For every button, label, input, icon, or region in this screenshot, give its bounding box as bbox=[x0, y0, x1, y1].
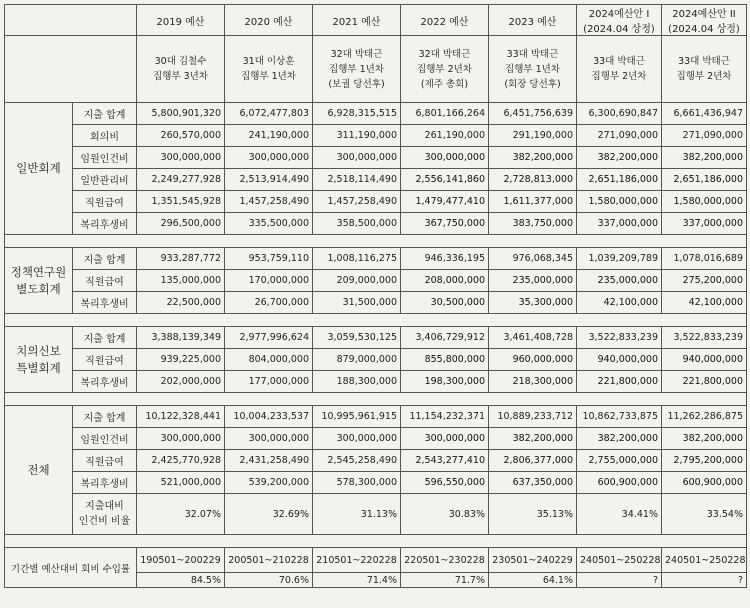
period-cell: 240501~250228 bbox=[662, 548, 747, 573]
value-cell: 10,122,328,441 bbox=[137, 406, 225, 428]
row-label: 복리후생비 bbox=[73, 371, 137, 393]
period-row bbox=[5, 548, 747, 573]
section-label: 치의신보 특별회계 bbox=[5, 327, 73, 393]
value-cell: 382,200,000 bbox=[662, 147, 747, 169]
spacer-cell bbox=[5, 535, 747, 548]
value-cell: 6,072,477,803 bbox=[225, 103, 313, 125]
value-cell: 382,200,000 bbox=[489, 428, 577, 450]
ratio-cell: 34.41% bbox=[577, 494, 662, 535]
spacer-cell bbox=[5, 314, 747, 327]
row-label: 복리후생비 bbox=[73, 292, 137, 314]
value-cell: 3,388,139,349 bbox=[137, 327, 225, 349]
row-label: 복리후생비 bbox=[73, 472, 137, 494]
value-cell: 30,500,000 bbox=[401, 292, 489, 314]
row-label: 일반관리비 bbox=[73, 169, 137, 191]
ratio-row bbox=[5, 494, 747, 535]
table-row bbox=[5, 450, 747, 472]
year-header: 2022 예산 bbox=[401, 5, 489, 36]
value-cell: 578,300,000 bbox=[313, 472, 401, 494]
table-row bbox=[5, 169, 747, 191]
table-row bbox=[5, 147, 747, 169]
value-cell: 10,004,233,537 bbox=[225, 406, 313, 428]
row-label: 직원급여 bbox=[73, 450, 137, 472]
term-header: 33대 박태근 집행부 2년차 bbox=[662, 36, 747, 103]
value-cell: 135,000,000 bbox=[137, 270, 225, 292]
value-cell: 3,461,408,728 bbox=[489, 327, 577, 349]
corner-cell bbox=[5, 36, 137, 103]
spacer-cell bbox=[5, 393, 747, 406]
rate-cell: 71.4% bbox=[313, 573, 401, 588]
year-header: 2024예산안 II (2024.04 상정) bbox=[662, 5, 747, 36]
row-label: 지출 합계 bbox=[73, 248, 137, 270]
value-cell: 804,000,000 bbox=[225, 349, 313, 371]
value-cell: 241,190,000 bbox=[225, 125, 313, 147]
value-cell: 2,513,914,490 bbox=[225, 169, 313, 191]
value-cell: 383,750,000 bbox=[489, 213, 577, 235]
year-header: 2024예산안 I (2024.04 상정) bbox=[577, 5, 662, 36]
rate-cell: 70.6% bbox=[225, 573, 313, 588]
table-row bbox=[5, 125, 747, 147]
period-cell: 210501~220228 bbox=[313, 548, 401, 573]
term-header: 30대 김철수 집행부 3년차 bbox=[137, 36, 225, 103]
section-spacer bbox=[5, 393, 747, 406]
value-cell: 202,000,000 bbox=[137, 371, 225, 393]
ratio-cell: 35.13% bbox=[489, 494, 577, 535]
row-label: 지출 합계 bbox=[73, 406, 137, 428]
row-label: 복리후생비 bbox=[73, 213, 137, 235]
term-header: 31대 이상훈 집행부 1년차 bbox=[225, 36, 313, 103]
ratio-cell: 30.83% bbox=[401, 494, 489, 535]
row-label: 직원급여 bbox=[73, 270, 137, 292]
row-label: 지출대비 인건비 비율 bbox=[73, 494, 137, 535]
value-cell: 1,008,116,275 bbox=[313, 248, 401, 270]
table-row bbox=[5, 428, 747, 450]
term-header: 33대 박태근 집행부 1년차 (회장 당선후) bbox=[489, 36, 577, 103]
value-cell: 6,451,756,639 bbox=[489, 103, 577, 125]
value-cell: 198,300,000 bbox=[401, 371, 489, 393]
table-row bbox=[5, 103, 747, 125]
value-cell: 1,580,000,000 bbox=[577, 191, 662, 213]
table-row bbox=[5, 472, 747, 494]
value-cell: 382,200,000 bbox=[577, 428, 662, 450]
row-label: 회의비 bbox=[73, 125, 137, 147]
year-header: 2023 예산 bbox=[489, 5, 577, 36]
value-cell: 637,350,000 bbox=[489, 472, 577, 494]
value-cell: 2,545,258,490 bbox=[313, 450, 401, 472]
value-cell: 382,200,000 bbox=[489, 147, 577, 169]
rate-cell: 64.1% bbox=[489, 573, 577, 588]
term-header-row bbox=[5, 36, 747, 103]
year-header-row bbox=[5, 5, 747, 36]
value-cell: 1,078,016,689 bbox=[662, 248, 747, 270]
rate-cell: 71.7% bbox=[401, 573, 489, 588]
period-cell: 220501~230228 bbox=[401, 548, 489, 573]
value-cell: 382,200,000 bbox=[577, 147, 662, 169]
value-cell: 271,090,000 bbox=[577, 125, 662, 147]
value-cell: 2,249,277,928 bbox=[137, 169, 225, 191]
ratio-cell: 32.69% bbox=[225, 494, 313, 535]
value-cell: 1,457,258,490 bbox=[225, 191, 313, 213]
value-cell: 10,862,733,875 bbox=[577, 406, 662, 428]
value-cell: 235,000,000 bbox=[577, 270, 662, 292]
value-cell: 3,522,833,239 bbox=[662, 327, 747, 349]
table-row bbox=[5, 371, 747, 393]
value-cell: 2,543,277,410 bbox=[401, 450, 489, 472]
row-label: 지출 합계 bbox=[73, 103, 137, 125]
row-label: 직원급여 bbox=[73, 349, 137, 371]
period-cell: 190501~200229 bbox=[137, 548, 225, 573]
value-cell: 218,300,000 bbox=[489, 371, 577, 393]
value-cell: 275,200,000 bbox=[662, 270, 747, 292]
value-cell: 521,000,000 bbox=[137, 472, 225, 494]
value-cell: 2,425,770,928 bbox=[137, 450, 225, 472]
term-header: 32대 박태근 집행부 1년차 (보궐 당선후) bbox=[313, 36, 401, 103]
value-cell: 976,068,345 bbox=[489, 248, 577, 270]
value-cell: 6,300,690,847 bbox=[577, 103, 662, 125]
corner-cell bbox=[5, 5, 137, 36]
value-cell: 221,800,000 bbox=[577, 371, 662, 393]
value-cell: 940,000,000 bbox=[577, 349, 662, 371]
value-cell: 879,000,000 bbox=[313, 349, 401, 371]
value-cell: 1,611,377,000 bbox=[489, 191, 577, 213]
value-cell: 2,518,114,490 bbox=[313, 169, 401, 191]
table-row bbox=[5, 292, 747, 314]
value-cell: 2,651,186,000 bbox=[662, 169, 747, 191]
value-cell: 1,351,545,928 bbox=[137, 191, 225, 213]
value-cell: 382,200,000 bbox=[662, 428, 747, 450]
spacer-cell bbox=[5, 235, 747, 248]
section-spacer bbox=[5, 314, 747, 327]
period-cell: 240501~250228 bbox=[577, 548, 662, 573]
value-cell: 539,200,000 bbox=[225, 472, 313, 494]
value-cell: 35,300,000 bbox=[489, 292, 577, 314]
value-cell: 260,570,000 bbox=[137, 125, 225, 147]
rate-cell: 84.5% bbox=[137, 573, 225, 588]
ratio-cell: 32.07% bbox=[137, 494, 225, 535]
table-row bbox=[5, 270, 747, 292]
value-cell: 1,457,258,490 bbox=[313, 191, 401, 213]
value-cell: 300,000,000 bbox=[401, 428, 489, 450]
footer-caption: 기간별 예산대비 회비 수입률 bbox=[5, 548, 137, 588]
value-cell: 311,190,000 bbox=[313, 125, 401, 147]
value-cell: 3,522,833,239 bbox=[577, 327, 662, 349]
value-cell: 2,728,813,000 bbox=[489, 169, 577, 191]
value-cell: 208,000,000 bbox=[401, 270, 489, 292]
value-cell: 11,262,286,875 bbox=[662, 406, 747, 428]
section-label: 정책연구원 별도회계 bbox=[5, 248, 73, 314]
value-cell: 300,000,000 bbox=[137, 428, 225, 450]
section-label: 전체 bbox=[5, 406, 73, 535]
value-cell: 300,000,000 bbox=[313, 428, 401, 450]
value-cell: 3,406,729,912 bbox=[401, 327, 489, 349]
value-cell: 1,039,209,789 bbox=[577, 248, 662, 270]
ratio-cell: 33.54% bbox=[662, 494, 747, 535]
value-cell: 358,500,000 bbox=[313, 213, 401, 235]
value-cell: 337,000,000 bbox=[577, 213, 662, 235]
value-cell: 11,154,232,371 bbox=[401, 406, 489, 428]
table-row bbox=[5, 213, 747, 235]
value-cell: 2,556,141,860 bbox=[401, 169, 489, 191]
value-cell: 6,928,315,515 bbox=[313, 103, 401, 125]
row-label: 지출 합계 bbox=[73, 327, 137, 349]
period-cell: 230501~240229 bbox=[489, 548, 577, 573]
value-cell: 600,900,000 bbox=[662, 472, 747, 494]
year-header: 2021 예산 bbox=[313, 5, 401, 36]
value-cell: 300,000,000 bbox=[225, 428, 313, 450]
value-cell: 1,580,000,000 bbox=[662, 191, 747, 213]
value-cell: 3,059,530,125 bbox=[313, 327, 401, 349]
value-cell: 300,000,000 bbox=[137, 147, 225, 169]
value-cell: 600,900,000 bbox=[577, 472, 662, 494]
value-cell: 946,336,195 bbox=[401, 248, 489, 270]
value-cell: 300,000,000 bbox=[225, 147, 313, 169]
value-cell: 42,100,000 bbox=[662, 292, 747, 314]
value-cell: 5,800,901,320 bbox=[137, 103, 225, 125]
budget-table bbox=[4, 4, 747, 588]
table-row bbox=[5, 191, 747, 213]
rate-cell: ? bbox=[662, 573, 747, 588]
value-cell: 177,000,000 bbox=[225, 371, 313, 393]
value-cell: 6,661,436,947 bbox=[662, 103, 747, 125]
value-cell: 10,995,961,915 bbox=[313, 406, 401, 428]
table-row bbox=[5, 248, 747, 270]
value-cell: 209,000,000 bbox=[313, 270, 401, 292]
section-label: 일반회계 bbox=[5, 103, 73, 235]
row-label: 임원인건비 bbox=[73, 147, 137, 169]
period-cell: 200501~210228 bbox=[225, 548, 313, 573]
value-cell: 2,431,258,490 bbox=[225, 450, 313, 472]
table-row bbox=[5, 349, 747, 371]
value-cell: 2,806,377,000 bbox=[489, 450, 577, 472]
value-cell: 933,287,772 bbox=[137, 248, 225, 270]
section-spacer bbox=[5, 235, 747, 248]
value-cell: 939,225,000 bbox=[137, 349, 225, 371]
value-cell: 335,500,000 bbox=[225, 213, 313, 235]
value-cell: 271,090,000 bbox=[662, 125, 747, 147]
value-cell: 940,000,000 bbox=[662, 349, 747, 371]
section-spacer bbox=[5, 535, 747, 548]
year-header: 2019 예산 bbox=[137, 5, 225, 36]
ratio-cell: 31.13% bbox=[313, 494, 401, 535]
value-cell: 22,500,000 bbox=[137, 292, 225, 314]
value-cell: 221,800,000 bbox=[662, 371, 747, 393]
value-cell: 2,795,200,000 bbox=[662, 450, 747, 472]
value-cell: 6,801,166,264 bbox=[401, 103, 489, 125]
value-cell: 235,000,000 bbox=[489, 270, 577, 292]
row-label: 임원인건비 bbox=[73, 428, 137, 450]
value-cell: 10,889,233,712 bbox=[489, 406, 577, 428]
value-cell: 300,000,000 bbox=[313, 147, 401, 169]
value-cell: 367,750,000 bbox=[401, 213, 489, 235]
value-cell: 170,000,000 bbox=[225, 270, 313, 292]
value-cell: 337,000,000 bbox=[662, 213, 747, 235]
value-cell: 2,977,996,624 bbox=[225, 327, 313, 349]
value-cell: 188,300,000 bbox=[313, 371, 401, 393]
value-cell: 296,500,000 bbox=[137, 213, 225, 235]
value-cell: 31,500,000 bbox=[313, 292, 401, 314]
row-label: 직원급여 bbox=[73, 191, 137, 213]
value-cell: 300,000,000 bbox=[401, 147, 489, 169]
value-cell: 261,190,000 bbox=[401, 125, 489, 147]
value-cell: 1,479,477,410 bbox=[401, 191, 489, 213]
rate-cell: ? bbox=[577, 573, 662, 588]
value-cell: 26,700,000 bbox=[225, 292, 313, 314]
value-cell: 2,755,000,000 bbox=[577, 450, 662, 472]
term-header: 33대 박태근 집행부 2년차 bbox=[577, 36, 662, 103]
value-cell: 291,190,000 bbox=[489, 125, 577, 147]
value-cell: 953,759,110 bbox=[225, 248, 313, 270]
year-header: 2020 예산 bbox=[225, 5, 313, 36]
term-header: 32대 박태근 집행부 2년차 (제주 총회) bbox=[401, 36, 489, 103]
value-cell: 42,100,000 bbox=[577, 292, 662, 314]
table-row bbox=[5, 406, 747, 428]
value-cell: 596,550,000 bbox=[401, 472, 489, 494]
value-cell: 855,800,000 bbox=[401, 349, 489, 371]
value-cell: 960,000,000 bbox=[489, 349, 577, 371]
table-row bbox=[5, 327, 747, 349]
value-cell: 2,651,186,000 bbox=[577, 169, 662, 191]
